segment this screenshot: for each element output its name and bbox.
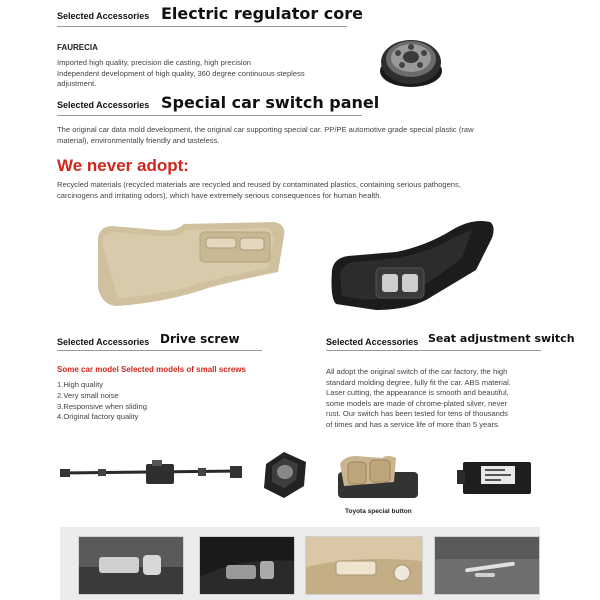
list-item: 3.Responsive when sliding	[57, 401, 147, 411]
section2-description	[57, 125, 547, 146]
control-module-photo	[457, 456, 537, 500]
text-line: some models are made of chrome-plated silver, never	[326, 398, 508, 408]
never-adopt-heading: We never adopt:	[57, 156, 189, 175]
text-line: standard molding degree, fully fit the car. ABS material.	[326, 377, 511, 387]
drive-label: Selected Accessories	[57, 337, 150, 347]
text-line: Recycled materials (recycled materials are recycled and reused by contaminated plastics, containing serious pathogens,	[57, 180, 461, 189]
thumbnail-2-photo	[200, 537, 294, 594]
section1-label: Selected Accessories	[57, 11, 150, 21]
toyota-caption: Toyota special button	[345, 508, 412, 515]
section1-description	[57, 58, 367, 90]
section2-title: Special car switch panel	[161, 93, 380, 112]
drive-screw-photo	[58, 456, 244, 490]
section2-label: Selected Accessories	[57, 100, 150, 110]
thumbnail-3	[305, 536, 423, 595]
seat-underline	[326, 350, 541, 351]
text-line: Imported high quality, precision die casting, high precision	[57, 58, 252, 67]
drive-subtitle: Some car model Selected models of small screws	[57, 365, 246, 374]
text-line: Independent development of high quality, 360 degree continuous stepless	[57, 68, 305, 78]
thumbnail-4	[434, 536, 540, 595]
text-line: adjustment.	[57, 79, 97, 88]
beige-switch-panel-photo	[88, 218, 290, 310]
section1-title: Electric regulator core	[161, 4, 364, 23]
list-item: 2.Very small noise	[57, 390, 119, 400]
seat-description	[326, 367, 546, 431]
black-switch-panel-photo	[326, 218, 498, 312]
drive-feature-list	[57, 380, 147, 423]
drive-title: Drive screw	[160, 332, 240, 346]
text-line: rust. Our switch has been tested for tens of thousands	[326, 409, 508, 419]
section1-underline	[57, 26, 347, 27]
list-item: 1.High quality	[57, 380, 104, 389]
list-item: 4.Original factory quality	[57, 412, 139, 422]
switch-module-photo	[256, 448, 312, 500]
brand-name: FAURECIA	[57, 43, 98, 52]
seat-title: Seat adjustment switch	[428, 332, 575, 345]
drive-underline	[57, 350, 262, 351]
thumbnail-2	[199, 536, 295, 595]
text-line: All adopt the original switch of the car factory, the high	[326, 367, 508, 376]
text-line: The original car data mold development, the original car supporting special car. PP/PE automotive grade special plastic (raw	[57, 125, 474, 134]
never-adopt-description	[57, 180, 547, 201]
thumbnail-1	[78, 536, 184, 595]
text-line: Laser cutting, the appearance is smooth and beautiful,	[326, 388, 509, 398]
text-line: material), environmentally friendly and tasteless.	[57, 135, 220, 145]
seat-label: Selected Accessories	[326, 337, 419, 347]
thumbnail-1-photo	[79, 537, 183, 594]
text-line: carcinogens and irritating odors), which have extremely serious consequences for human health.	[57, 190, 382, 200]
thumbnail-4-photo	[435, 537, 539, 594]
toyota-button-photo	[334, 452, 424, 506]
text-line: of times and has a service life of more than 5 years.	[326, 419, 500, 429]
thumbnail-3-photo	[306, 537, 422, 594]
section2-underline	[57, 115, 362, 116]
regulator-core-photo	[376, 35, 446, 93]
